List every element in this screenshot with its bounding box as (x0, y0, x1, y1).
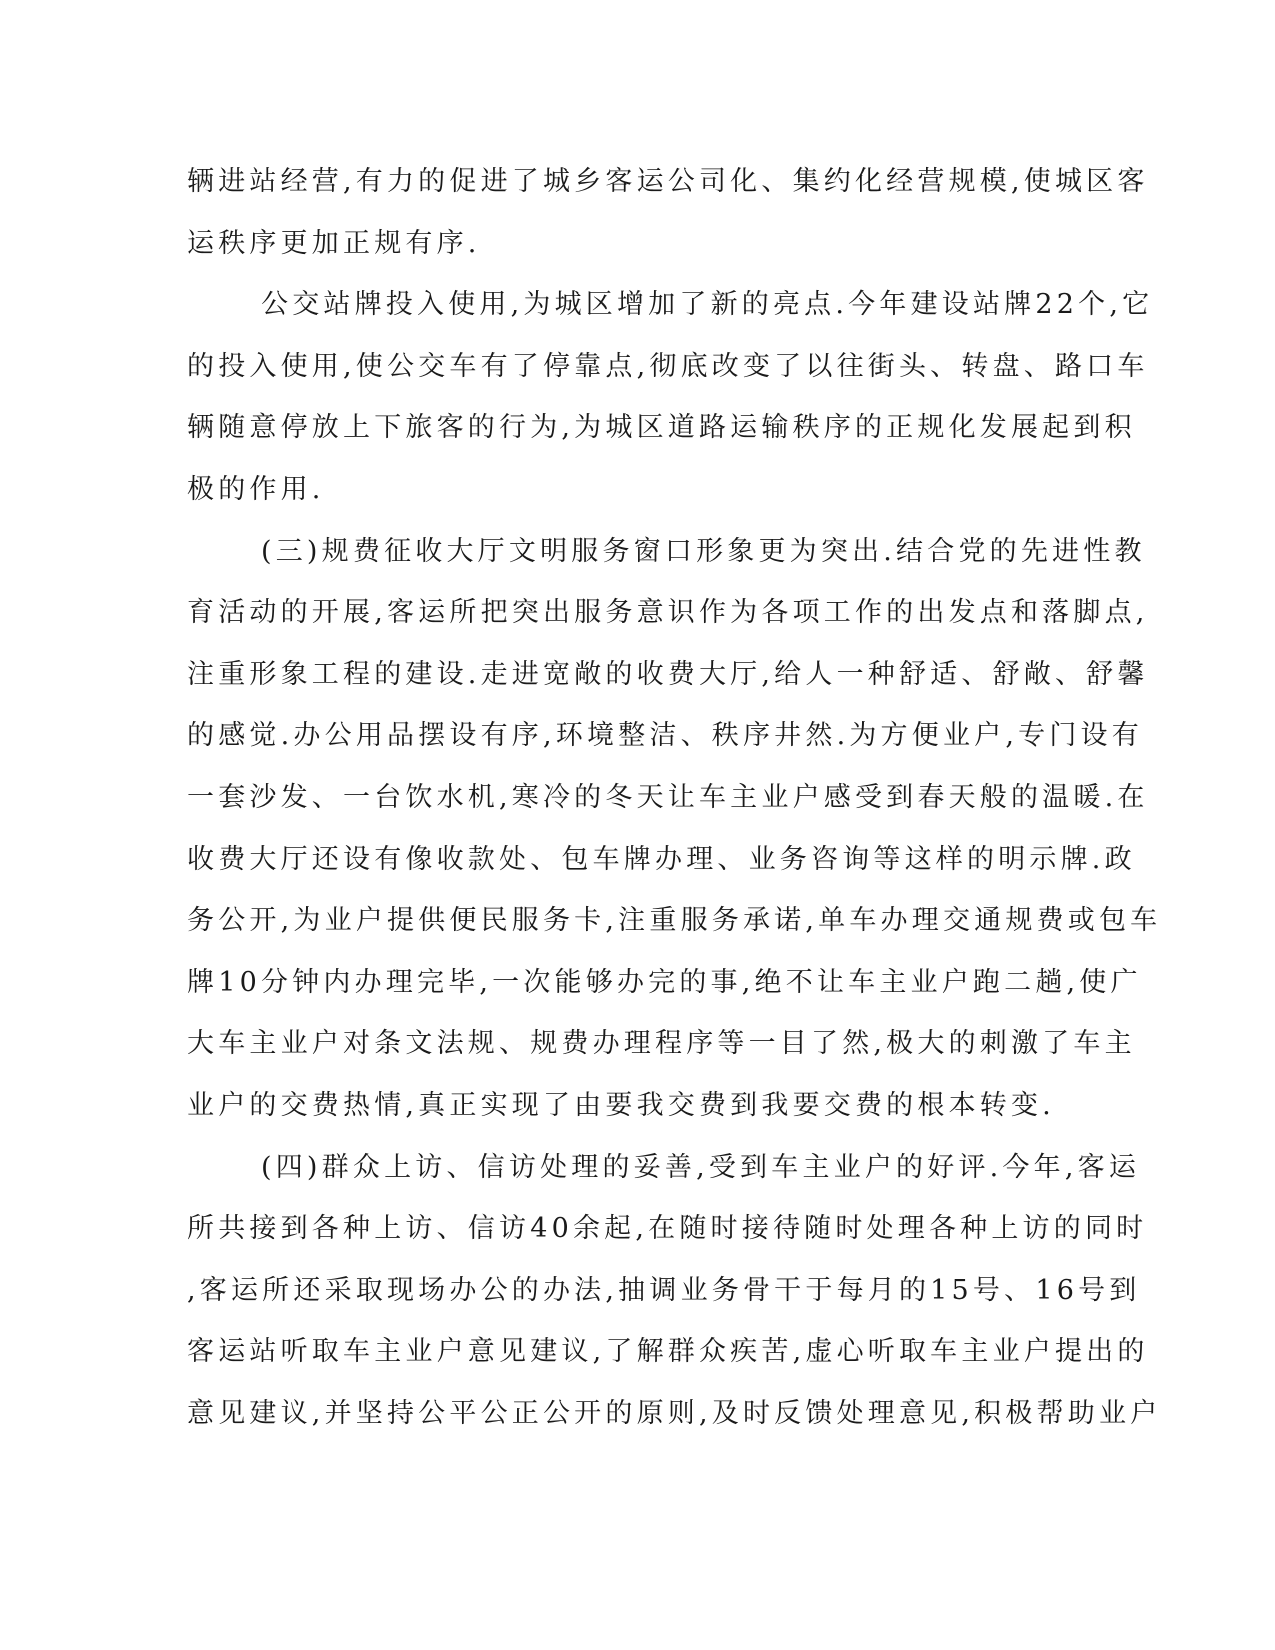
text-line: 辆随意停放上下旅客的行为,为城区道路运输秩序的正规化发展起到积 (187, 412, 1136, 444)
body-text (187, 161, 1162, 1454)
text-line: 育活动的开展,客运所把突出服务意识作为各项工作的出发点和落脚点, (187, 597, 1149, 629)
text-line: 牌10分钟内办理完毕,一次能够办完的事,绝不让车主业户跑二趟,使广 (187, 966, 1142, 998)
text-line: 客运站听取车主业户意见建议,了解群众疾苦,虚心听取车主业户提出的 (187, 1336, 1149, 1368)
paragraph-start-line: (三)规费征收大厅文明服务窗口形象更为突出.结合党的先进性教 (261, 535, 1146, 567)
text-line: 辆进站经营,有力的促进了城乡客运公司化、集约化经营规模,使城区客 (187, 166, 1149, 197)
text-line: 极的作用. (187, 473, 325, 505)
text-line: 的感觉.办公用品摆设有序,环境整洁、秩序井然.为方便业户,专门设有 (187, 720, 1143, 752)
text-line: 所共接到各种上访、信访40余起,在随时接待随时处理各种上访的同时 (187, 1213, 1148, 1245)
text-line: 一套沙发、一台饮水机,寒冷的冬天让车主业户感受到春天般的温暖.在 (187, 781, 1149, 813)
paragraph-start-line: 公交站牌投入使用,为城区增加了新的亮点.今年建设站牌22个,它 (261, 289, 1154, 321)
text-line: 收费大厅还设有像收款处、包车牌办理、业务咨询等这样的明示牌.政 (187, 843, 1136, 875)
text-line: 意见建议,并坚持公平公正公开的原则,及时反馈处理意见,积极帮助业户 (187, 1397, 1162, 1429)
text-line: 务公开,为业户提供便民服务卡,注重服务承诺,单车办理交通规费或包车 (187, 905, 1162, 937)
text-line: ,客运所还采取现场办公的办法,抽调业务骨干于每月的15号、16号到 (187, 1274, 1141, 1306)
text-line: 大车主业户对条文法规、规费办理程序等一目了然,极大的刺激了车主 (187, 1028, 1136, 1060)
text-line: 的投入使用,使公交车有了停靠点,彻底改变了以往街头、转盘、路口车 (187, 350, 1149, 382)
text-line: 注重形象工程的建设.走进宽敞的收费大厅,给人一种舒适、舒敞、舒馨 (187, 658, 1149, 690)
text-line: 业户的交费热情,真正实现了由要我交费到我要交费的根本转变. (187, 1089, 1055, 1121)
paragraph-start-line: (四)群众上访、信访处理的妥善,受到车主业户的好评.今年,客运 (261, 1151, 1141, 1183)
text-line: 运秩序更加正规有序. (187, 227, 481, 259)
